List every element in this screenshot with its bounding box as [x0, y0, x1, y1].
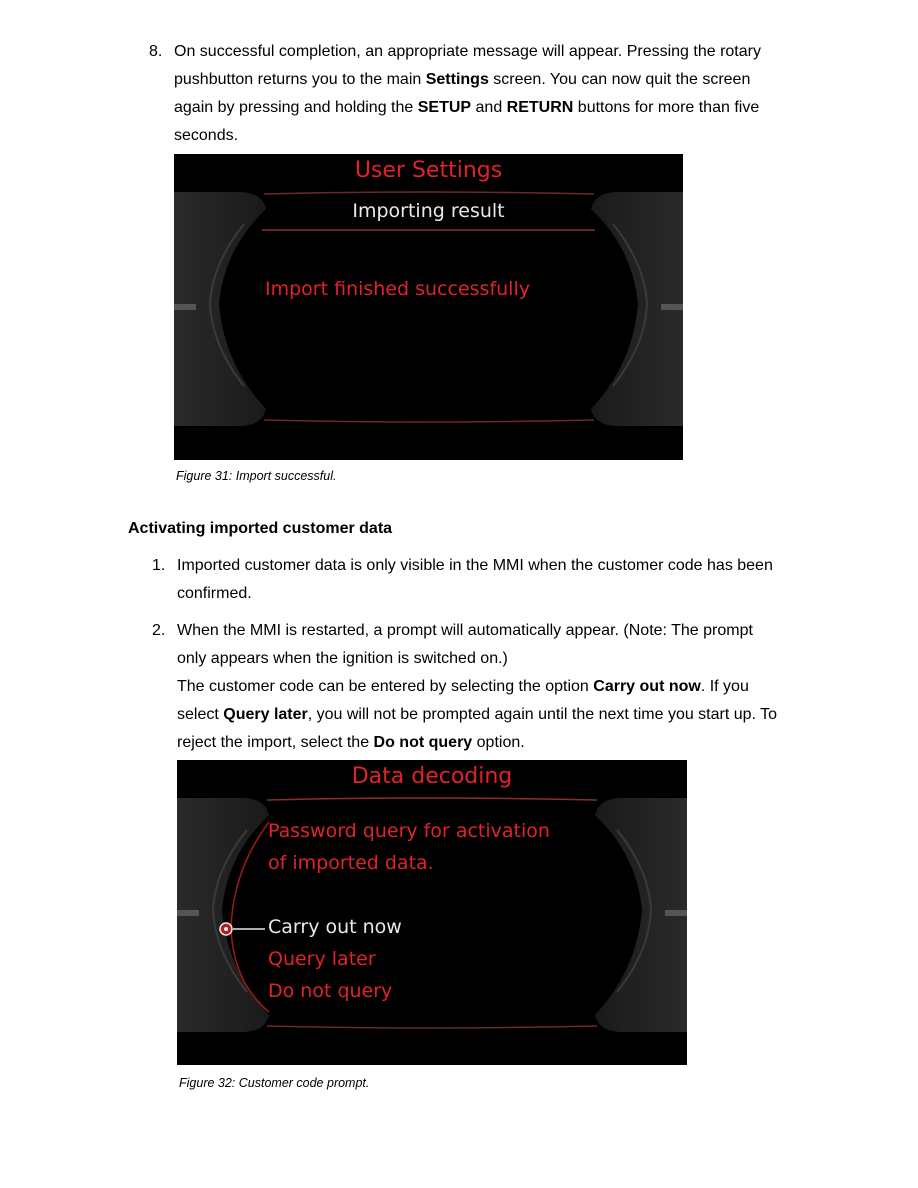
text-run: screen. You can now quit the screen [488, 71, 751, 88]
text-line: When the MMI is restarted, a prompt will automatically appear. (Note: The prompt [177, 622, 753, 639]
screen-title: Data decoding [351, 764, 513, 789]
figure-32-screen [177, 760, 687, 1065]
status-message: Import finished successfully [265, 278, 530, 300]
section-heading: Activating imported customer data [128, 520, 393, 537]
figure-31-screen [174, 154, 683, 460]
text-run: The customer code can be entered by selecting the option [177, 678, 594, 695]
figure-caption: Figure 31: Import successful. [176, 469, 337, 483]
text-run: buttons for more than five [573, 99, 760, 116]
option-query-later[interactable]: Query later [268, 948, 376, 970]
list-number: 1. [152, 557, 166, 574]
bold-term: Carry out now [593, 678, 701, 695]
text-run: reject the import, select the [177, 734, 374, 751]
text-run: select [177, 706, 224, 723]
step1-paragraph [177, 552, 817, 608]
text-run: and [471, 99, 507, 116]
step2-paragraph [177, 617, 817, 757]
text-line: seconds. [174, 127, 239, 144]
option-do-not-query[interactable]: Do not query [268, 980, 393, 1002]
text-run: . If you [700, 678, 749, 695]
prompt-line-2: of imported data. [268, 852, 434, 874]
text-run: option. [472, 734, 525, 751]
text-line [177, 729, 817, 757]
bold-term: SETUP [417, 99, 472, 116]
screen-title: User Settings [354, 158, 503, 183]
bold-term: Do not query [373, 734, 473, 751]
option-carry-out-now[interactable]: Carry out now [268, 916, 402, 938]
screen-subtitle: Importing result [352, 200, 505, 222]
figure-caption: Figure 32: Customer code prompt. [179, 1076, 370, 1090]
bold-term: RETURN [506, 99, 574, 116]
list-number: 2. [152, 622, 166, 639]
text-line [174, 94, 814, 122]
text-line: confirmed. [177, 585, 252, 602]
text-run: , you will not be prompted again until the next time you start up. To [307, 706, 778, 723]
text-line [177, 673, 817, 701]
bold-term: Query later [223, 706, 308, 723]
text-run: pushbutton returns you to the main [174, 71, 426, 88]
screen-frame-graphic [177, 760, 687, 1065]
text-line: only appears when the ignition is switched on.) [177, 650, 508, 667]
text-line [174, 66, 814, 94]
text-line: Imported customer data is only visible in the MMI when the customer code has been [177, 557, 773, 574]
prompt-line-1: Password query for activation [268, 820, 550, 842]
list-number: 8. [149, 43, 163, 60]
text-run: again by pressing and holding the [174, 99, 418, 116]
step8-paragraph [174, 38, 814, 150]
text-line: On successful completion, an appropriate message will appear. Pressing the rotary [174, 43, 761, 60]
text-line [177, 701, 817, 729]
bold-term: Settings [425, 71, 489, 88]
